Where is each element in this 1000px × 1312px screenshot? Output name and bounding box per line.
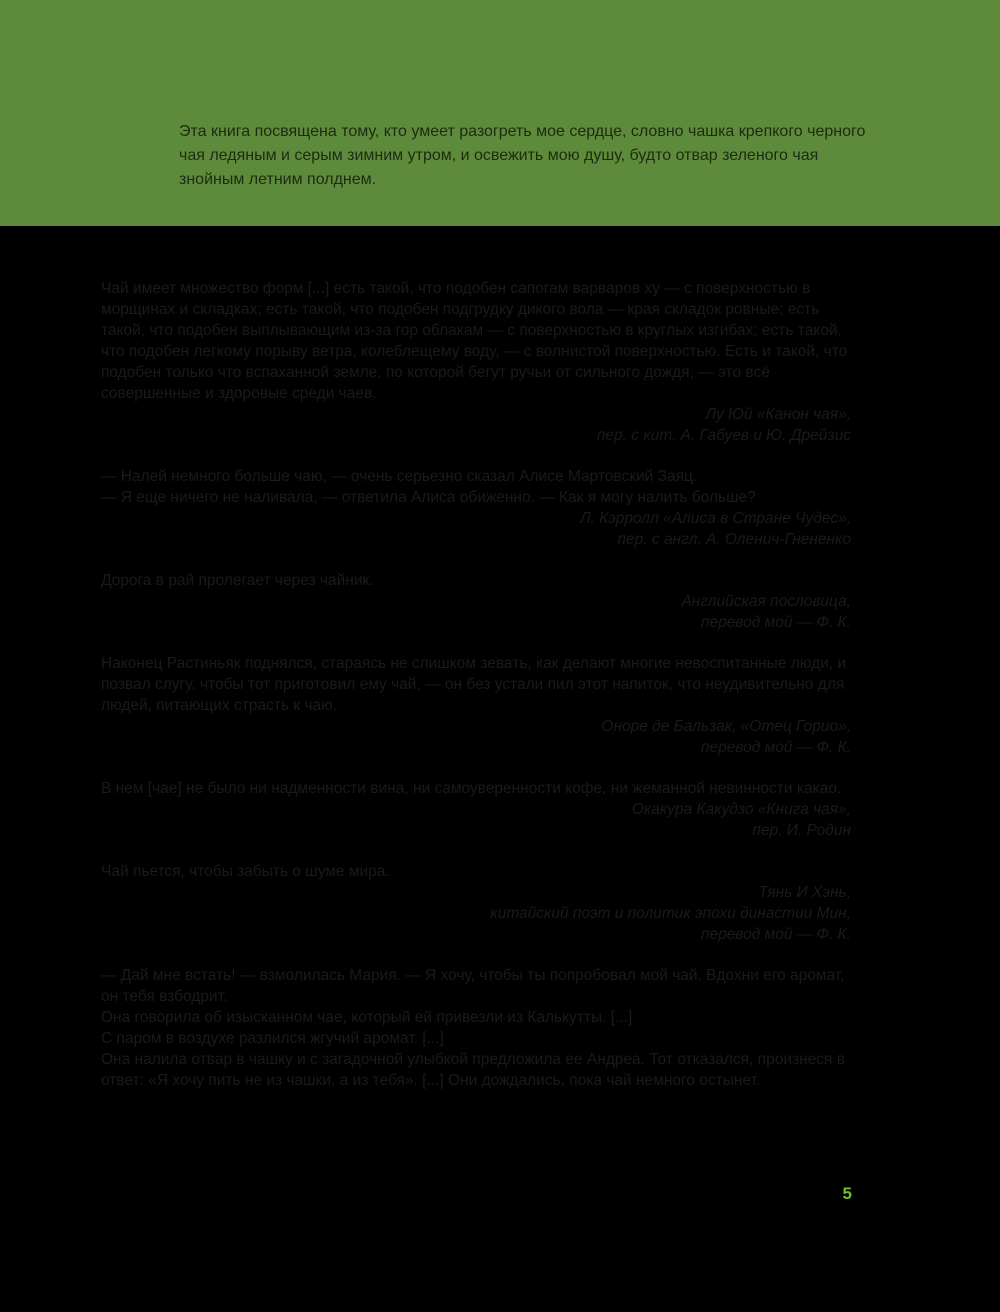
epigraph-balzac [101,653,851,758]
quote-text: Дорога в рай пролегает через чайник. [101,572,374,589]
quote-text: В нем [чае] не было ни надменности вина, ни самоуверенности кофе, ни жеманной невинности какао. [101,780,842,797]
quote-text: — Дай мне встать! — взмолилась Мария. — Я хочу, чтобы ты попробовал мой чай. Вдохни его аромат, он тебя взбодрит. [101,967,845,1005]
quote-translator: перевод мой — Ф. К. [701,926,851,943]
epigraphs [101,278,851,1111]
dedication-banner [0,0,1000,226]
epigraph-lu-yu [101,278,851,446]
quote-translator: перевод мой — Ф. К. [701,614,851,631]
quote-translator: пер. с англ. А. Оленич-Гнененко [617,531,851,548]
quote-text: Наконец Растиньяк поднялся, стараясь не слишком зевать, как делают многие невоспитанные люди, и позвал слугу, чтобы тот приготовил ему чай, — он без устали пил этот напиток, что неудивительно для людей, питающих страсть к чаю. [101,655,847,714]
quote-text: С паром в воздухе разлился жгучий аромат. [...] [101,1030,444,1047]
page-number: 5 [842,1184,852,1203]
quote-author: Лу Юй «Канон чая», [705,406,851,423]
epigraph-carroll [101,466,851,550]
quote-author: Английская пословица, [681,593,851,610]
quote-text: Чай пьется, чтобы забыть о шуме мира. [101,863,390,880]
quote-text: — Налей немного больше чаю, — очень серьезно сказал Алисе Мартовский Заяц. [101,468,698,485]
epigraph-maria [101,965,851,1091]
quote-text: Чай имеет множество форм [...] есть такой, что подобен сапогам варваров ху — с поверхностью в морщинах и складках; есть такой, что подобен подгрудку дикого вола — края складок ровные; есть такой, что подобен выплывающим из-за гор облакам — с поверхностью в круглых изгибах; есть такой, что подобен легкому порыву ветра, колеблещему воду, — с волнистой поверхностью. Есть и такой, что подобен только что вспаханной земле, по которой бегут ручьи от сильного дождя, — это всё совершенные и здоровые среди чаев. [101,280,848,402]
quote-author: Л. Кэрролл «Алиса в Стране Чудес», [579,510,851,527]
epigraph-tian-yi-heng [101,861,851,945]
quote-author: Окакура Какудзо «Книга чая», [631,801,851,818]
quote-text: Она говорила об изысканном чае, который ей привезли из Калькутты. [...] [101,1009,633,1026]
quote-author: Оноре де Бальзак, «Отец Горио», [601,718,851,735]
quote-translator: пер. И. Родин [752,822,851,839]
quote-text: — Я еще ничего не наливала, — ответила Алиса обиженно. — Как я могу налить больше? [101,489,756,506]
quote-author-description: китайский поэт и политик эпохи династии Мин, [490,905,851,922]
quote-author: Тянь И Хэнь, [758,884,851,901]
quote-translator: пер. с кит. А. Габуев и Ю. Дрейзис [596,427,851,444]
epigraph-okakura [101,778,851,841]
quote-translator: перевод мой — Ф. К. [701,739,851,756]
dedication-text: Эта книга посвящена тому, кто умеет разогреть мое сердце, словно чашка крепкого черного чая ледяным и серым зимним утром, и освежить мою душу, будто отвар зеленого чая знойным летним полднем. [179,123,866,188]
quote-text: Она налила отвар в чашку и с загадочной улыбкой предложила ее Андреа. Тот отказался, произнеся в ответ: «Я хочу пить не из чашки, а из тебя». [...] Они дождались, пока чай немного остынет. [101,1051,845,1089]
epigraph-proverb [101,570,851,633]
